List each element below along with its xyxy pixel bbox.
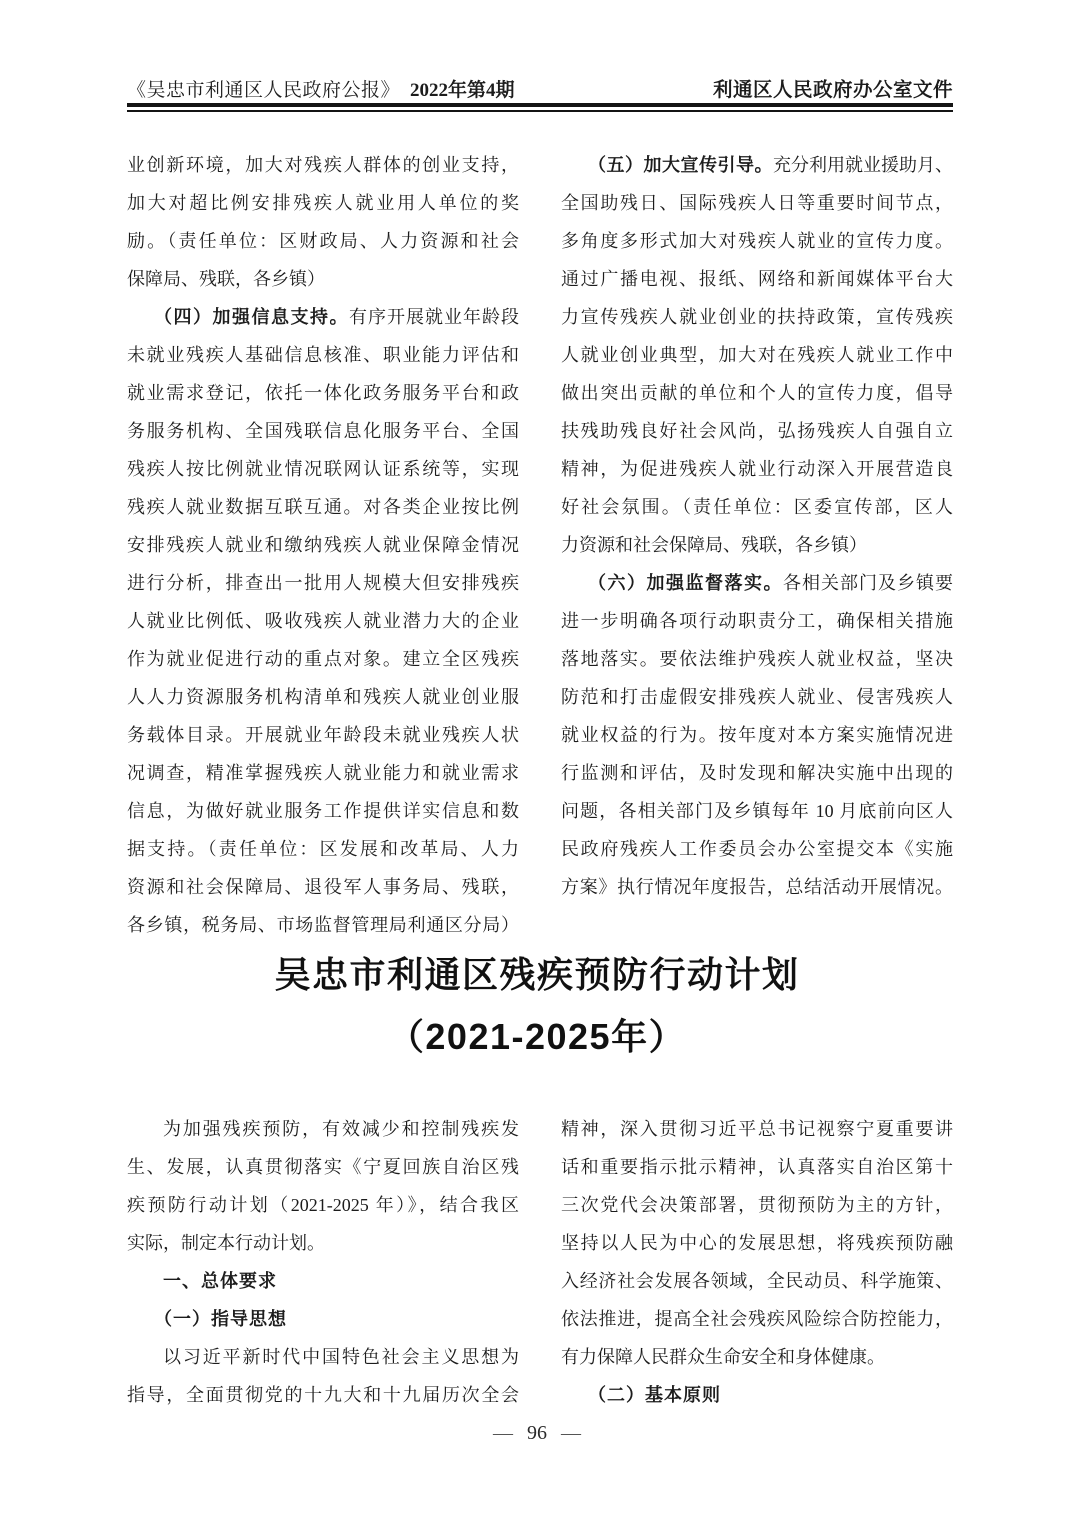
body-text-line: 以习近平新时代中国特色社会主义思想为	[163, 1347, 519, 1367]
body-text-line: 为加强残疾预防，有效减少和控制残疾发	[163, 1119, 519, 1139]
body-text-line: 力资源和社会保障局、残联，各乡镇）	[561, 535, 867, 555]
body-text-line: 就业需求登记，依托一体化政务服务平台和政	[127, 383, 519, 403]
body-text-line: 有力保障人民群众生命安全和身体健康。	[561, 1347, 885, 1367]
section-heading: （二）基本原则	[588, 1385, 721, 1405]
page-header	[127, 74, 953, 102]
body-text-line: 加大对超比例安排残疾人就业用人单位的奖	[127, 193, 519, 213]
body-text-line: 坚持以人民为中心的发展思想，将残疾预防融	[561, 1233, 953, 1253]
body-text-line: 务载体目录。开展就业年龄段未就业残疾人状	[127, 725, 519, 745]
body-text-line: 安排残疾人就业和缴纳残疾人就业保障金情况	[127, 535, 519, 555]
body-text-line: 做出突出贡献的单位和个人的宣传力度，倡导	[561, 383, 953, 403]
bottom-left-column	[127, 1110, 519, 1414]
top-right-column	[561, 146, 953, 944]
body-text-line: 人人力资源服务机构清单和残疾人就业创业服	[127, 687, 519, 707]
body-text-line: 励。（责任单位：区财政局、人力资源和社会	[127, 231, 519, 251]
header-left-group	[127, 75, 515, 102]
body-text-line: 进一步明确各项行动职责分工，确保相关措施	[561, 611, 953, 631]
body-text-line: 行监测和评估，及时发现和解决实施中出现的	[561, 763, 953, 783]
body-text-line: 据支持。（责任单位：区发展和改革局、人力	[127, 839, 519, 859]
body-text-line: 精神，为促进残疾人就业行动深入开展营造良	[561, 459, 953, 479]
body-text-line: 就业权益的行为。按年度对本方案实施情况进	[561, 725, 953, 745]
body-text-line: 三次党代会决策部署，贯彻预防为主的方针，	[561, 1195, 953, 1215]
body-text-line: 保障局、残联，各乡镇）	[127, 269, 325, 289]
journal-title: 《吴忠市利通区人民政府公报》	[127, 80, 401, 101]
section-heading: 一、总体要求	[163, 1271, 277, 1291]
body-text-line: 人就业创业典型，加大对在残疾人就业工作中	[561, 345, 953, 365]
body-text-line: 方案》执行情况年度报告，总结活动开展情况。	[561, 877, 953, 897]
header-double-rule	[127, 103, 953, 112]
section-heading: （一）指导思想	[154, 1309, 287, 1329]
body-text-line: 实际，制定本行动计划。	[127, 1233, 325, 1253]
body-text-line: （六）加强监督落实。各相关部门及乡镇要	[588, 573, 953, 593]
body-text-line: 信息，为做好就业服务工作提供详实信息和数	[127, 801, 519, 821]
body-text-line: 入经济社会发展各领域，全民动员、科学施策、	[561, 1271, 953, 1291]
body-text-line: 进行分析，排查出一批用人规模大但安排残疾	[127, 573, 519, 593]
office-label: 利通区人民政府办公室文件	[712, 79, 953, 101]
body-text-line: 落地落实。要依法维护残疾人就业权益，坚决	[561, 649, 953, 669]
body-text-line: 通过广播电视、报纸、网络和新闻媒体平台大	[561, 269, 953, 289]
body-text-line: 指导，全面贯彻党的十九大和十九届历次全会	[127, 1385, 519, 1405]
body-text-line: （五）加大宣传引导。充分利用就业援助月、	[588, 155, 953, 175]
article-title-line2: （2021-2025年）	[387, 1016, 687, 1057]
body-text-line: 全国助残日、国际残疾人日等重要时间节点，	[561, 193, 953, 213]
body-text-line: 依法推进，提高全社会残疾风险综合防控能力，	[561, 1309, 953, 1329]
body-text-line: 好社会氛围。（责任单位：区委宣传部，区人	[561, 497, 953, 517]
body-text-line: 作为就业促进行动的重点对象。建立全区残疾	[127, 649, 519, 669]
body-text-line: 人就业比例低、吸收残疾人就业潜力大的企业	[127, 611, 519, 631]
issue-number: 2022年第4期	[410, 80, 515, 101]
body-text-line: 残疾人就业数据互联互通。对各类企业按比例	[127, 497, 519, 517]
body-text-line: 扶残助残良好社会风尚，弘扬残疾人自强自立	[561, 421, 953, 441]
top-section	[127, 146, 953, 944]
body-text-line: 况调查，精准掌握残疾人就业能力和就业需求	[127, 763, 519, 783]
top-left-column	[127, 146, 519, 944]
body-text-line: 务服务机构、全国残联信息化服务平台、全国	[127, 421, 519, 441]
bottom-section	[127, 1110, 953, 1414]
body-text-line: 业创新环境，加大对残疾人群体的创业支持，	[127, 155, 519, 175]
body-text-line: 残疾人按比例就业情况联网认证系统等，实现	[127, 459, 519, 479]
body-text-line: 疾预防行动计划（2021-2025 年）》，结合我区	[127, 1195, 519, 1215]
body-text-line: 民政府残疾人工作委员会办公室提交本《实施	[561, 839, 953, 859]
body-text-line: 多角度多形式加大对残疾人就业的宣传力度。	[561, 231, 953, 251]
run-in-heading: （五）加大宣传引导。	[588, 155, 773, 175]
run-in-heading: （六）加强监督落实。	[588, 573, 783, 593]
page-footer	[0, 1422, 1074, 1445]
body-text-line: 各乡镇，税务局、市场监督管理局利通区分局）	[127, 915, 519, 935]
body-text-line: 未就业残疾人基础信息核准、职业能力评估和	[127, 345, 519, 365]
body-text-line: 生、发展，认真贯彻落实《宁夏回族自治区残	[127, 1157, 519, 1177]
body-text-line: 精神，深入贯彻习近平总书记视察宁夏重要讲	[561, 1119, 953, 1139]
body-text-line: 问题，各相关部门及乡镇每年 10 月底前向区人	[561, 801, 953, 821]
body-text-line: 资源和社会保障局、退役军人事务局、残联，	[127, 877, 519, 897]
article-title	[0, 944, 1074, 1068]
footer-dash-left: —	[493, 1422, 513, 1444]
footer-dash-right: —	[561, 1422, 581, 1444]
body-text-line: 力宣传残疾人就业创业的扶持政策，宣传残疾	[561, 307, 953, 327]
body-text-line: 话和重要指示批示精神，认真落实自治区第十	[561, 1157, 953, 1177]
article-title-line1: 吴忠市利通区残疾预防行动计划	[274, 954, 800, 995]
body-text-line: （四）加强信息支持。有序开展就业年龄段	[154, 307, 519, 327]
page-number: 96	[527, 1422, 547, 1444]
bottom-right-column	[561, 1110, 953, 1414]
body-text-line: 防范和打击虚假安排残疾人就业、侵害残疾人	[561, 687, 953, 707]
run-in-heading: （四）加强信息支持。	[154, 307, 349, 327]
